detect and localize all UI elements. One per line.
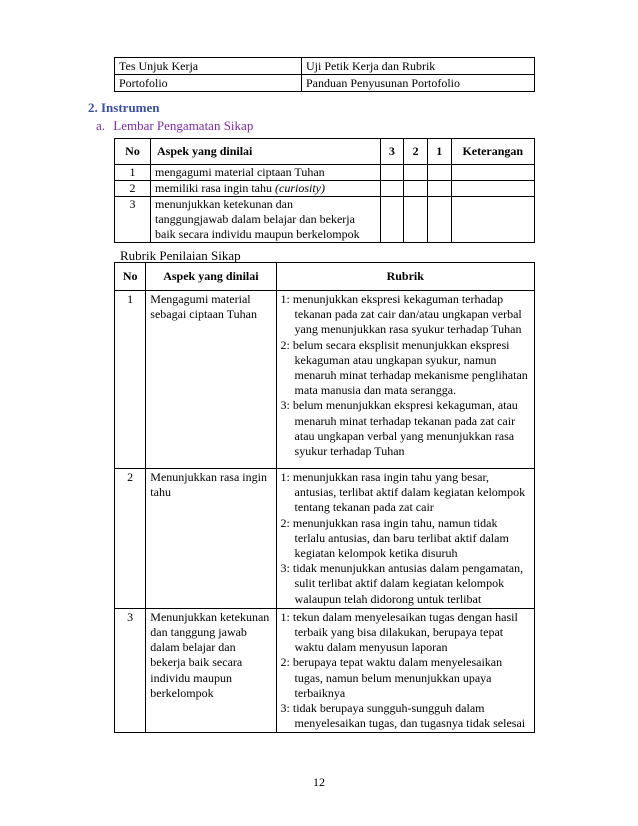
assessment-technique-table — [114, 57, 535, 92]
aspect-text: memiliki rasa ingin tahu — [155, 181, 275, 195]
rubric-entry: 1: menunjukkan rasa ingin tahu yang besar, antusias, terlibat aktif dalam kegiatan kelompok tentang tekanan pada zat cair — [280, 470, 526, 515]
aspect-cell — [151, 181, 381, 197]
aspect-cell: Menunjukkan rasa ingin tahu — [146, 469, 276, 609]
rubric-caption: Rubrik Penilaian Sikap — [120, 248, 241, 263]
rubric-cell — [276, 291, 534, 469]
table-row — [115, 181, 535, 197]
score-cell — [380, 181, 404, 197]
section-heading: 2. Instrumen — [88, 100, 160, 115]
rubric-entry: 2: menunjukkan rasa ingin tahu, namun tidak terlalu antusias, dan baru terlibat aktif dalam kegiatan kelompok ketika disuruh — [280, 515, 509, 561]
header-score-1: 1 — [427, 139, 451, 165]
table-row — [115, 608, 535, 733]
table-row — [115, 291, 535, 469]
aspect-line: tanggungjawab dalam belajar dan bekerja — [155, 212, 355, 226]
rubric-entry: 1: menunjukkan ekspresi kekaguman terhadap tekanan pada zat cair dan/atau ungkapan verbal yang menunjukkan rasa syukur terhadap Tuhan — [280, 292, 522, 337]
row-number: 1 — [115, 291, 146, 469]
rubric-entry: 3: tidak menunjukkan antusias dalam pengamatan, sulit terlibat aktif dalam kegiatan kelompok walaupun telah didorong untuk terlibat — [280, 561, 524, 606]
rubric-entry: 1: tekun dalam menyelesaikan tugas dengan hasil terbaik yang bisa dilakukan, berupaya tepat waktu dalam menyusun laporan — [280, 609, 518, 655]
aspect-cell — [151, 197, 381, 243]
table-cell: Uji Petik Kerja dan Rubrik — [302, 58, 535, 75]
rubric-table — [114, 262, 535, 733]
header-no: No — [115, 263, 146, 291]
subsection-label: a. — [96, 118, 106, 133]
header-aspect: Aspek yang dinilai — [151, 139, 381, 165]
note-cell — [451, 181, 534, 197]
aspect-emphasis: (curiosity) — [275, 181, 325, 195]
aspect-line: menunjukkan ketekunan dan — [155, 197, 293, 211]
score-cell — [427, 181, 451, 197]
table-header-row — [115, 263, 535, 291]
page-number: 12 — [313, 775, 325, 789]
row-number: 3 — [115, 608, 146, 733]
score-cell — [380, 165, 404, 181]
score-cell — [427, 165, 451, 181]
header-note: Keterangan — [451, 139, 534, 165]
aspect-line: baik secara individu maupun berkelompok — [155, 227, 360, 241]
header-no: No — [115, 139, 151, 165]
header-rubric: Rubrik — [276, 263, 534, 291]
table-cell: Tes Unjuk Kerja — [115, 58, 302, 75]
table-row — [115, 469, 535, 609]
rubric-entry: 2: berupaya tepat waktu dalam menyelesaikan tugas, namun belum menunjukkan upaya terbaiknya — [280, 655, 503, 700]
score-cell — [427, 197, 451, 243]
score-cell — [380, 197, 404, 243]
note-cell — [451, 165, 534, 181]
table-cell: Portofolio — [115, 75, 302, 92]
header-aspect: Aspek yang dinilai — [146, 263, 276, 291]
note-cell — [451, 197, 534, 243]
row-number: 2 — [115, 181, 151, 197]
aspect-cell: Mengagumi material sebagai ciptaan Tuhan — [146, 291, 276, 469]
score-cell — [404, 165, 428, 181]
table-row — [115, 197, 535, 243]
table-row — [115, 75, 535, 92]
table-row — [115, 58, 535, 75]
score-cell — [404, 181, 428, 197]
table-header-row — [115, 139, 535, 165]
table-cell: Panduan Penyusunan Portofolio — [302, 75, 535, 92]
aspect-cell: mengagumi material ciptaan Tuhan — [151, 165, 381, 181]
rubric-entry: 2: belum secara eksplisit menunjukkan ekspresi kekaguman atau ungkapan syukur, namun menaruh minat terhadap mekanisme penglihatan mata manusia dan mata serangga. — [280, 337, 528, 398]
row-number: 3 — [115, 197, 151, 243]
score-cell — [404, 197, 428, 243]
table-row — [115, 165, 535, 181]
aspect-cell: Menunjukkan ketekunan dan tanggung jawab dalam belajar dan bekerja baik secara individu maupun berkelompok — [146, 608, 276, 733]
rubric-cell — [276, 469, 534, 609]
subsection-heading — [96, 118, 253, 134]
rubric-entry: 3: belum menunjukkan ekspresi kekaguman, atau menaruh minat terhadap tekanan pada zat cair atau ungkapan verbal yang menunjukkan rasa syukur terhadap Tuhan — [280, 398, 518, 459]
subsection-title: Lembar Pengamatan Sikap — [113, 118, 254, 133]
header-score-2: 2 — [404, 139, 428, 165]
row-number: 2 — [115, 469, 146, 609]
rubric-entry: 3: tidak berupaya sungguh-sungguh dalam menyelesaikan tugas, dan tugasnya tidak selesai — [280, 701, 526, 731]
rubric-cell — [276, 608, 534, 733]
header-score-3: 3 — [380, 139, 404, 165]
observation-sheet-table — [114, 138, 535, 243]
row-number: 1 — [115, 165, 151, 181]
